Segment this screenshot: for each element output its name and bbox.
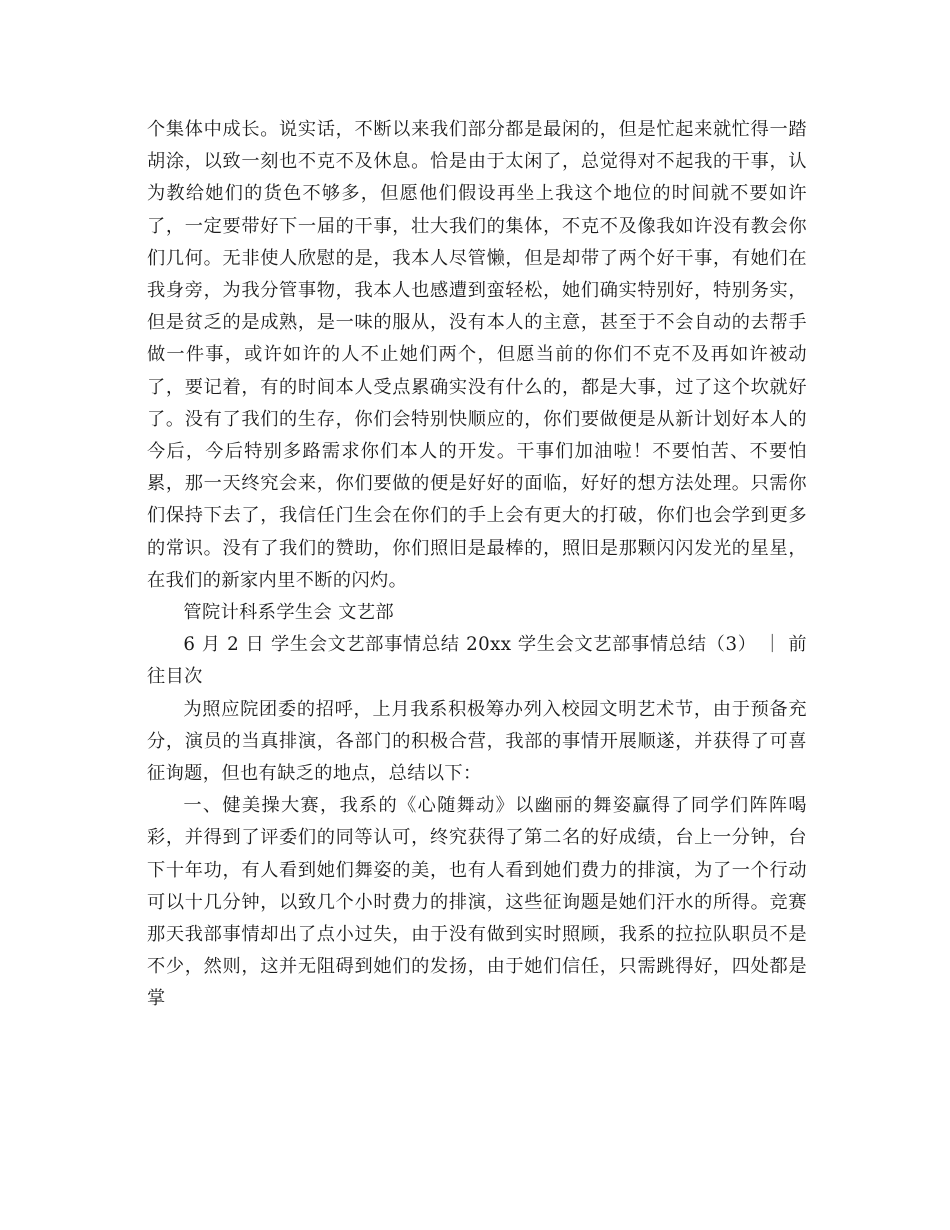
signature-line: 管院计科系学生会 文艺部 bbox=[183, 602, 395, 624]
body-paragraph: 一、健美操大赛，我系的《心随舞动》以幽丽的舞姿赢得了同学们阵阵喝彩，并得到了评委们的同等认可，终究获得了第二名的好成绩，台上一分钟，台下十年功，有人看到她们舞姿的美，也有人看到她们费力的排演，为了一个行动可以十几分钟，以致几个小时费力的排演，这些征询题是她们汗水的所得。竞赛那天我部事情却出了点小过失，由于没有做到实时照顾，我系的拉拉队职员不是不少，然则，这并无阻碍到她们的发扬，由于她们信任，只需跳得好，四处都是掌 bbox=[147, 795, 807, 1010]
document-body bbox=[147, 114, 807, 1016]
body-paragraph: 为照应院团委的招呼，上月我系积极筹办列入校园文明艺术节，由于预备充分，演员的当真排演，各部门的积极合营，我部的事情开展顺遂，并获得了可喜征询题，但也有缺乏的地点，总结以下： bbox=[147, 698, 807, 785]
body-paragraph: 个集体中成长。说实话，不断以来我们部分都是最闲的，但是忙起来就忙得一踏胡涂，以致一刻也不克不及休息。恰是由于太闲了，总觉得对不起我的干事，认为教给她们的货色不够多，但愿他们假设再坐上我这个地位的时间就不要如许了，一定要带好下一届的干事，壮大我们的集体，不克不及像我如许没有教会你们几何。无非使人欣慰的是，我本人尽管懒，但是却带了两个好干事，有她们在我身旁，为我分管事物，我本人也感遭到蛮轻松，她们确实特别好，特别务实，但是贫乏的是成熟，是一味的服从，没有本人的主意，甚至于不会自动的去帮手做一件事，或许如许的人不止她们两个，但愿当前的你们不克不及再如许被动了，要记着，有的时间本人受点累确实没有什么的，都是大事，过了这个坎就好了。没有了我们的生存，你们会特别快顺应的，你们要做便是从新计划好本人的今后，今后特别多路需求你们本人的开发。干事们加油啦！不要怕苦、不要怕累，那一天终究会来，你们要做的便是好好的面临，好好的想方法处理。只需你们保持下去了，我信任门生会在你们的手上会有更大的打破，你们也会学到更多的常识。没有了我们的赞助，你们照旧是最棒的，照旧是那颗闪闪发光的星星，在我们的新家内里不断的闪灼。 bbox=[147, 119, 807, 591]
date-title-line: 6 月 2 日 学生会文艺部事情总结 20xx 学生会文艺部事情总结（3） ｜ 前往目次 bbox=[147, 634, 807, 688]
